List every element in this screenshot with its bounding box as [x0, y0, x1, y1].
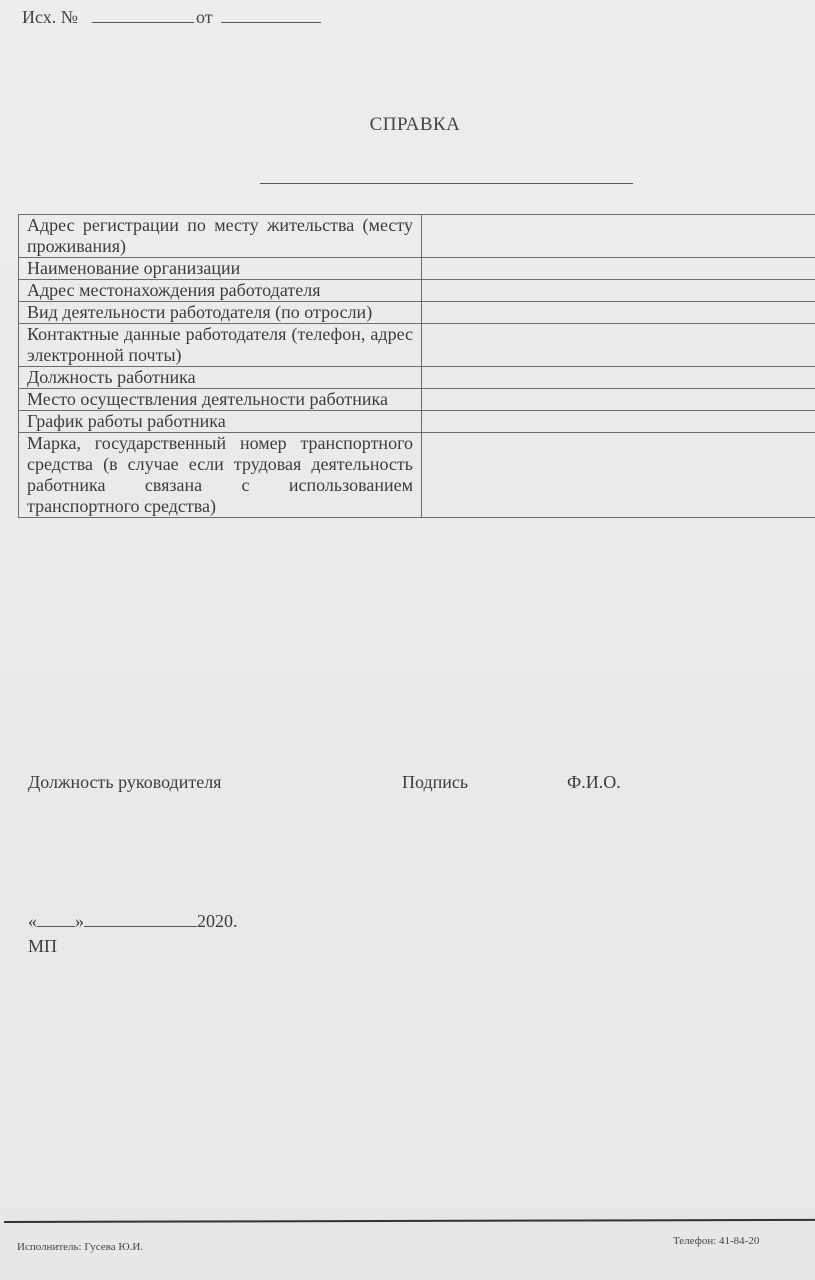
manager-position-label: Должность руководителя — [28, 772, 222, 792]
signature-label: Подпись — [402, 772, 469, 792]
month-field[interactable] — [84, 910, 197, 927]
row-value-work-schedule[interactable] — [422, 411, 815, 433]
stamp-place-label: МП — [28, 936, 58, 956]
table-row — [19, 302, 815, 324]
year-label: 2020. — [197, 911, 238, 931]
row-value-employee-position[interactable] — [422, 367, 815, 389]
day-field[interactable] — [37, 910, 75, 927]
table-row — [19, 215, 815, 258]
row-value-employer-contacts[interactable] — [422, 324, 815, 367]
close-quote: » — [75, 911, 84, 931]
table-row — [19, 258, 815, 280]
table-row — [19, 324, 815, 367]
info-table — [18, 214, 815, 518]
ref-number-label: Исх. № — [22, 7, 78, 27]
row-value-work-location[interactable] — [422, 389, 815, 411]
row-label-work-schedule: График работы работника — [19, 411, 422, 433]
table-row — [19, 367, 815, 389]
row-label-employee-position: Должность работника — [19, 367, 422, 389]
row-label-employer-address: Адрес местонахождения работодателя — [19, 280, 422, 302]
row-value-vehicle-info[interactable] — [422, 433, 815, 518]
row-label-organization-name: Наименование организации — [19, 258, 422, 280]
full-name-label: Ф.И.О. — [567, 772, 621, 792]
row-value-employer-address[interactable] — [422, 280, 815, 302]
open-quote: « — [28, 911, 37, 931]
footer-divider — [4, 1219, 815, 1223]
outgoing-reference-line — [22, 4, 321, 28]
issue-date-line — [28, 910, 238, 932]
row-label-registration-address: Адрес регистрации по месту жительства (месту проживания) — [19, 215, 422, 258]
phone-label: Телефон: 41-84-20 — [673, 1235, 760, 1247]
executor-label: Исполнитель: Гусева Ю.И. — [17, 1241, 144, 1253]
row-value-employer-activity[interactable] — [422, 302, 815, 324]
document-title: СПРАВКА — [369, 114, 461, 135]
ref-date-field[interactable] — [221, 4, 321, 23]
row-label-work-location: Место осуществления деятельности работника — [19, 389, 422, 411]
row-value-registration-address[interactable] — [422, 215, 815, 258]
title-underline-field[interactable] — [260, 183, 633, 184]
row-label-employer-activity: Вид деятельности работодателя (по отросли) — [19, 302, 422, 324]
table-row — [19, 433, 815, 518]
table-row — [19, 411, 815, 433]
row-value-organization-name[interactable] — [422, 258, 815, 280]
ref-number-field[interactable] — [92, 4, 194, 23]
table-row — [19, 280, 815, 302]
row-label-employer-contacts: Контактные данные работодателя (телефон, адрес электронной почты) — [19, 324, 422, 367]
date-prefix-label: от — [195, 7, 213, 27]
row-label-vehicle-info: Марка, государственный номер транспортного средства (в случае если трудовая деятельность работника связана с использованием транспортного средства) — [19, 433, 422, 518]
table-row — [19, 389, 815, 411]
